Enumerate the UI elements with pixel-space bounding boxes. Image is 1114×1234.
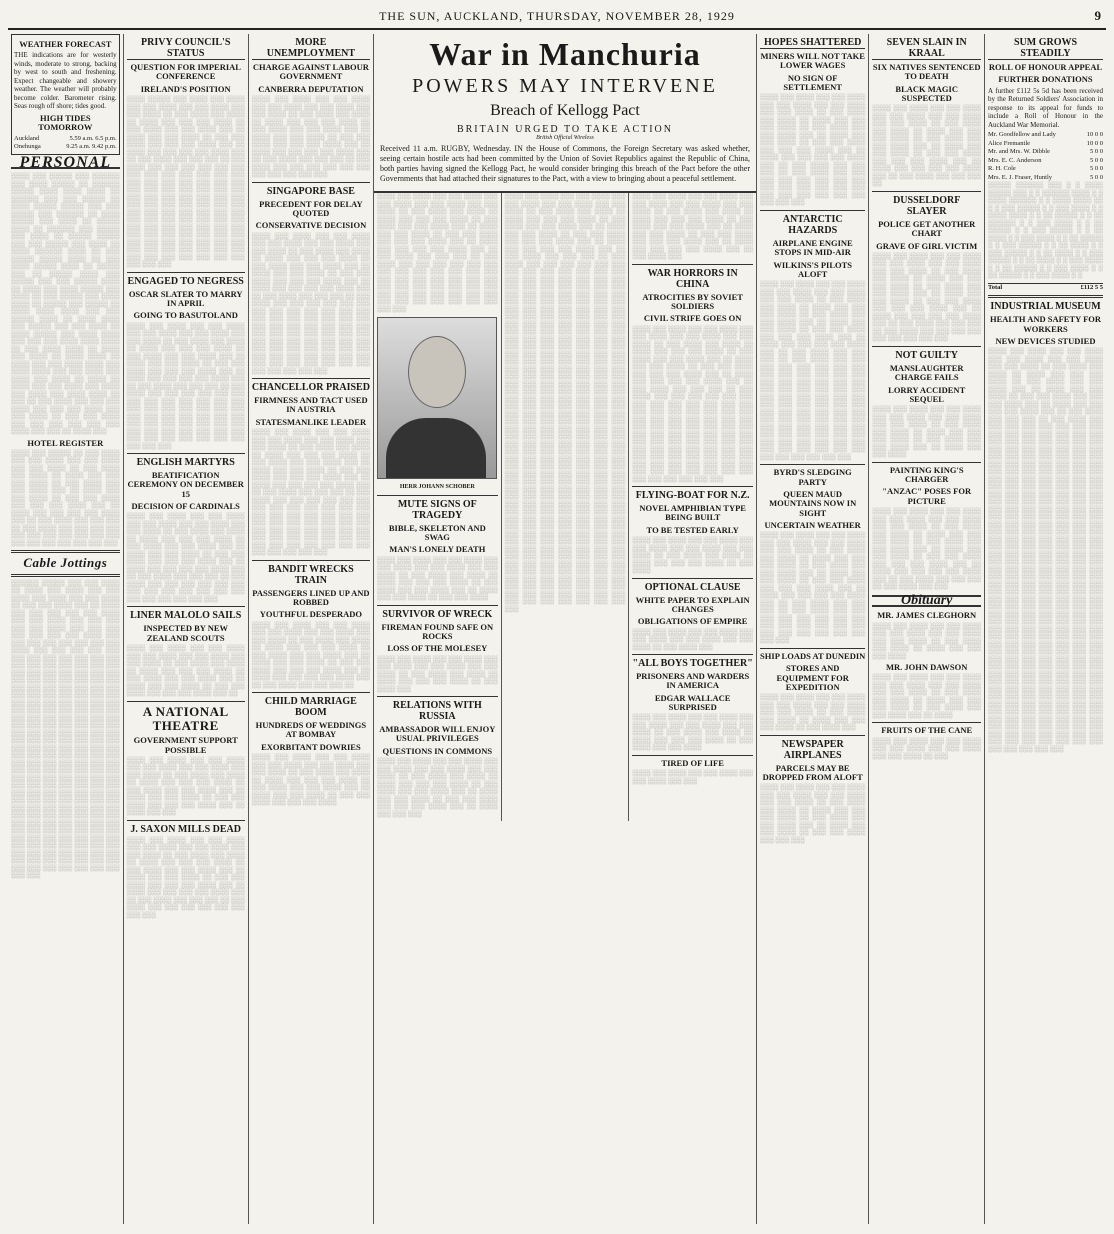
child-marriage-headline: CHILD MARRIAGE BOOM (264, 696, 357, 719)
dusseldorf-text: ░░░░ ░░░ ░░░░ ░░░ ░░░ ░░░░ ░░░ ░░░ ░░░░ ░░░ ░░░ ░░░░ ░░░ ░░░ ░░░░ ░░ ░░░ ░░░░ ░░░ ░░░░ ░░ ░░░░ ░░░ ░░░ ░░░ ░░░░ ░░ ░░░ ░░░░ ░░░ ░░░ ░░░░ ░░░ ░░ ░░░░ ░░░ ░░░ ░░░░ ░░ ░░░ ░░░ ░░░░ ░░░ ░░░ ░░░ ░░░░ ░░░ ░░ ░░░░ ░░░ ░░░ ░░░ ░░░ ░░░░ ░░░ ░░ ░░░ ░░░░ ░░░ ░░░ ░░░ ░░ ░░░ ░░░░ ░░░ ░░░ ░░░ ░░░ ░░░ ░░░ ░░░ ░░░ ░░░ (872, 252, 981, 343)
china-headline: WAR HORRORS IN CHINA (647, 267, 738, 290)
child-marriage-text: ░░░░ ░░░ ░░░░ ░░░ ░░░ ░░░░ ░░░ ░░░ ░░░░ ░░░ ░░░ ░░░░ ░░░ ░░░ ░░░░ ░░ ░░░ ░░░░ ░░░ ░░░░ ░░ ░░░░ ░░░ ░░░ ░░░ ░░░░ ░░ ░░░ ░░░░ ░░░ ░░░ ░░░░ ░░░ ░░ ░░░░ ░░░ ░░░ ░░░░ ░░ ░░░ ░░░ ░░░░ ░░░ ░░░ ░░░ ░░░░ (251, 754, 370, 807)
cleghorn-headline: MR. JAMES CLEGHORN (877, 610, 977, 621)
tired-of-life-headline: TIRED OF LIFE (661, 757, 724, 768)
kraal-deck: BLACK MAGIC SUSPECTED (895, 83, 958, 104)
byrd-text: ░░░░ ░░░ ░░░░ ░░░ ░░░ ░░░░ ░░░ ░░░ ░░░░ ░░░ ░░░ ░░░░ ░░░ ░░░ ░░░░ ░░ ░░░ ░░░░ ░░░ ░░░░ ░░ ░░░░ ░░░ ░░░ ░░░ ░░░░ ░░ ░░░ ░░░░ ░░░ ░░░ ░░░░ ░░░ ░░ ░░░░ ░░░ ░░░ ░░░░ ░░ ░░░ ░░░ ░░░░ ░░░ ░░░ ░░░ ░░░░ ░░░ ░░ ░░░░ ░░░ ░░░ ░░░ ░░░ ░░░░ ░░░ ░░ ░░░ ░░░░ ░░░ ░░░ ░░░ ░░ ░░░ ░░░░ ░░░ ░░░ ░░░ ░░░ ░░░ ░░░ ░░░ ░░░ ░░░ ░░░ ░░░ ░░░ ░░░ ░░░ ░░░ ░░░ ░░░ ░░░ ░░░ ░░░ ░░░ ░░░ (759, 532, 866, 645)
donations-intro: A further £112 5s 5d has been received by the Returned Soldiers' Association in response to its appeal for funds to include a Roll of Honour in the Auckland War Memorial. (988, 86, 1103, 129)
industrial-museum-text: ░░░░ ░░░ ░░░░ ░░░ ░░░ ░░░░ ░░░ ░░░ ░░░░ ░░░ ░░░ ░░░░ ░░░ ░░░ ░░░░ ░░ ░░░ ░░░░ ░░░ ░░░░ ░░ ░░░░ ░░░ ░░░ ░░░ ░░░░ ░░ ░░░ ░░░░ ░░░ ░░░ ░░░░ ░░░ ░░ ░░░░ ░░░ ░░░ ░░░░ ░░ ░░░ ░░░ ░░░░ ░░░ ░░░ ░░░ ░░░░ ░░░ ░░ ░░░░ ░░░ ░░░ ░░░ ░░░ ░░░░ ░░░ ░░ ░░░ ░░░░ ░░░ ░░░ ░░░ ░░ ░░░ ░░░░ ░░░ ░░░ ░░░ ░░░ ░░░ ░░░ ░░░ ░░░ ░░░ ░░░ ░░░ ░░░ ░░░ ░░░ ░░░ ░░░ ░░░ ░░░ ░░░ ░░░ ░░░ ░░░ ░░░ ░░░ ░░░ ░░░ ░░░ ░░░ ░░░ ░░░ ░░░ ░░░ ░░░ ░░░ ░░░ ░░░ ░░░ ░░░ ░░░ ░░░ ░░░ ░░░ ░░░ ░░░ ░░░ ░░░ ░░░ ░░░ ░░░ ░░░ ░░░ ░░░ ░░░ ░░░ ░░░ ░░░ ░░░ ░░░ ░░░ ░░░ ░░░ ░░░ ░░░ ░░░ ░░░ ░░░ ░░░ ░░░ ░░░ ░░░ ░░░ ░░░ ░░░ ░░░ ░░░ ░░░ ░░░ ░░░ ░░░ ░░░ ░░░ ░░░ ░░░ ░░░ ░░░ ░░░ ░░░ ░░░ ░░░ ░░░ ░░░ ░░░ ░░░ ░░░ ░░░ ░░░ ░░░ ░░░ ░░░ ░░░ ░░░ ░░░ ░░░ ░░░ ░░░ ░░░ ░░░ ░░░ ░░░ ░░░ ░░░ ░░░ ░░░ ░░░ ░░░ ░░░ ░░░ ░░░ ░░░ ░░░ ░░░ ░░░ ░░░ ░░░ ░░░ ░░░ ░░░ ░░░ ░░░ ░░░ ░░░ ░░░ ░░░ ░░░ ░░░ ░░░ ░░░ ░░░ ░░░ ░░░ ░░░ ░░░ ░░░ ░░░ ░░░ ░░░ ░░░ ░░░ ░░░ ░░░ ░░░ ░░░ ░░░ ░░░ ░░░ ░░░ ░░░ ░░░ ░░░ ░░░ ░░░ ░░░ ░░░ ░░░ ░░░ ░░░ ░░░ ░░░ ░░░ ░░░ ░░░ ░░░ ░░░ ░░░ ░░░ ░░░ ░░░ ░░░ ░░░ ░░░ ░░░ ░░░ ░░░ ░░░ ░░░ ░░░ ░░░ ░░░ ░░░ ░░░ ░░░ ░░░ ░░░ ░░░ ░░░ ░░░ ░░░ ░░░ ░░░ ░░░ ░░░ ░░░ ░░░ ░░░ ░░░ ░░░ ░░░ ░░░ ░░░ ░░░ ░░░ ░░░ ░░░ ░░░ ░░░ ░░░ ░░░ ░░░ ░░░ ░░░ ░░░ ░░░ ░░░ ░░░ ░░░ ░░░ ░░░ ░░░ ░░░ ░░░ ░░░ ░░░ ░░░ ░░░ ░░░ ░░░ ░░░ ░░░ ░░░ ░░░ ░░░ ░░░ ░░░ ░░░ ░░░ ░░░ ░░░ ░░░ ░░░ ░░░ ░░░ ░░░ ░░░ ░░░ ░░░ ░░░ ░░░ ░░░ ░░░ ░░░ ░░░ ░░░ ░░░ ░░░ ░░░ ░░░ ░░░ ░░░ ░░░ ░░░ ░░░ ░░░ ░░░ ░░░ ░░░ ░░░ ░░░ ░░░ ░░░ ░░░ ░░░ ░░░ ░░░ ░░░ ░░░ ░░░ ░░░ ░░░ ░░░ ░░░ ░░░ ░░░ ░░░ ░░░ ░░░ ░░░ ░░░ ░░░ ░░░ ░░░ ░░░ ░░░ ░░░ ░░░ ░░░ ░░░ ░░░ (988, 348, 1103, 753)
optional-clause-deck: OBLIGATIONS OF EMPIRE (637, 616, 748, 627)
antarctic-headline: ANTARCTIC HAZARDS (782, 213, 843, 236)
china-subhead: ATROCITIES BY SOVIET SOLDIERS (642, 291, 743, 311)
singapore-headline: SINGAPORE BASE (266, 185, 355, 197)
singapore-deck: CONSERVATIVE DECISION (255, 220, 367, 231)
dawson-text: ░░░░ ░░░ ░░░░ ░░░ ░░░ ░░░░ ░░░ ░░░ ░░░░ ░░░ ░░░ ░░░░ ░░░ ░░░ ░░░░ ░░ ░░░ ░░░░ ░░░ ░░░░ ░░ ░░░░ ░░░ ░░░ ░░░ ░░░░ ░░ ░░░ ░░░░ ░░░ ░░░ ░░░░ ░░░ ░░ ░░░░ (872, 674, 981, 719)
industrial-museum-deck: NEW DEVICES STUDIED (995, 335, 1096, 346)
optional-clause-text: ░░░░ ░░░ ░░░░ ░░░ ░░░ ░░░░ ░░░ ░░░ ░░░░ ░░░ ░░░ ░░░░ ░░░ ░░░ ░░░░ ░░ ░░░ ░░░░ ░░░ (632, 628, 753, 651)
main-sub-col-3 (629, 193, 756, 821)
flying-boat-deck: TO BE TESTED EARLY (646, 524, 739, 535)
main-deck: Breach of Kellogg Pact (490, 102, 640, 119)
martyrs-text: ░░░░ ░░░ ░░░░ ░░░ ░░░ ░░░░ ░░░ ░░░ ░░░░ ░░░ ░░░ ░░░░ ░░░ ░░░ ░░░░ ░░ ░░░ ░░░░ ░░░ ░░░░ ░░ ░░░░ ░░░ ░░░ ░░░ ░░░░ ░░ ░░░ ░░░░ ░░░ ░░░ ░░░░ ░░░ ░░ ░░░░ ░░░ ░░░ ░░░░ ░░ ░░░ ░░░ ░░░░ ░░░ ░░░ ░░░ ░░░░ ░░░ ░░ ░░░░ ░░░ ░░░ ░░░ ░░░ ░░░░ ░░░ ░░ ░░░ ░░░░ ░░░ ░░░ ░░░ ░░ ░░░ ░░░░ ░░░ ░░░ ░░░ ░░░ ░░░ ░░░ ░░░ ░░░ ░░░ ░░░ ░░░ ░░░ ░░░ ░░░ ░░░ ░░░ ░░░ ░░░ ░░░ (126, 513, 245, 603)
column-8 (869, 34, 985, 1224)
singapore-subhead: PRECEDENT FOR DELAY QUOTED (259, 198, 363, 218)
donation-row: Alice Fremantle 10 0 0 (988, 139, 1103, 147)
boys-together-text: ░░░░ ░░░ ░░░░ ░░░ ░░░ ░░░░ ░░░ ░░░ ░░░░ ░░░ ░░░ ░░░░ ░░░ ░░░ ░░░░ ░░ ░░░ ░░░░ ░░░ ░░░░ ░░ ░░░░ ░░░ ░░░ ░░░ ░░░░ ░░ ░░░ ░░░░ ░░░ ░░░ ░░░░ (632, 714, 753, 752)
not-guilty-text: ░░░░ ░░░ ░░░░ ░░░ ░░░ ░░░░ ░░░ ░░░ ░░░░ ░░░ ░░░ ░░░░ ░░░ ░░░ ░░░░ ░░ ░░░ ░░░░ ░░░ ░░░░ ░░ ░░░░ ░░░ ░░░ ░░░ ░░░░ ░░ ░░░ ░░░░ ░░░ ░░░ ░░░░ ░░░ ░░ ░░░░ ░░░ ░░░ ░░░░ (872, 406, 981, 459)
bandit-text: ░░░░ ░░░ ░░░░ ░░░ ░░░ ░░░░ ░░░ ░░░ ░░░░ ░░░ ░░░ ░░░░ ░░░ ░░░ ░░░░ ░░ ░░░ ░░░░ ░░░ ░░░░ ░░ ░░░░ ░░░ ░░░ ░░░ ░░░░ ░░ ░░░ ░░░░ ░░░ ░░░ ░░░░ ░░░ ░░ ░░░░ ░░░ ░░░ ░░░░ ░░ ░░░ ░░░ ░░░░ ░░░ ░░░ ░░░ ░░░░ ░░░ ░░ ░░░░ ░░░ ░░░ ░░░ ░░░ ░░░░ ░░░ ░░ ░░░ ░░░░ ░░░ ░░░ ░░░ ░░ (251, 621, 370, 689)
child-marriage-subhead: HUNDREDS OF WEDDINGS AT BOMBAY (255, 720, 367, 740)
survivor-deck: LOSS OF THE MOLESEY (387, 643, 488, 654)
roll-of-honour-subhead: ROLL OF HONOUR APPEAL (988, 62, 1103, 72)
column-7 (757, 34, 869, 1224)
survivor-text: ░░░░ ░░░ ░░░░ ░░░ ░░░ ░░░░ ░░░ ░░░ ░░░░ ░░░ ░░░ ░░░░ ░░░ ░░░ ░░░░ ░░ ░░░ ░░░░ ░░░ ░░░░ ░░ ░░░░ ░░░ ░░░ ░░░ ░░░░ ░░ ░░░ ░░░░ ░░░ (376, 655, 498, 693)
antarctic-deck: WILKINS'S PILOTS ALOFT (773, 259, 853, 279)
kraal-subhead: SIX NATIVES SENTENCED TO DEATH (872, 62, 981, 82)
hopes-text: ░░░░ ░░░ ░░░░ ░░░ ░░░ ░░░░ ░░░ ░░░ ░░░░ ░░░ ░░░ ░░░░ ░░░ ░░░ ░░░░ ░░ ░░░ ░░░░ ░░░ ░░░░ ░░ ░░░░ ░░░ ░░░ ░░░ ░░░░ ░░ ░░░ ░░░░ ░░░ ░░░ ░░░░ ░░░ ░░ ░░░░ ░░░ ░░░ ░░░░ ░░ ░░░ ░░░ ░░░░ ░░░ ░░░ ░░░ ░░░░ ░░░ ░░ ░░░░ ░░░ ░░░ ░░░ ░░░ ░░░░ ░░░ ░░ ░░░ ░░░░ ░░░ ░░░ ░░░ ░░ ░░░ ░░░░ ░░░ ░░░ ░░░ ░░░ ░░░ ░░░ ░░░ ░░░ ░░░ ░░░ ░░░ ░░░ ░░░ ░░░ ░░░ ░░░ ░░░ ░░░ ░░░ ░░░ ░░░ ░░░ ░░░ (759, 94, 866, 207)
masthead-title: THE SUN, AUCKLAND, THURSDAY, NOVEMBER 28, 1929 (379, 8, 735, 23)
donation-row: R. H. Cole 5 0 0 (988, 165, 1103, 173)
not-guilty-headline: NOT GUILTY (895, 349, 958, 361)
newspaper-airplanes-text: ░░░░ ░░░ ░░░░ ░░░ ░░░ ░░░░ ░░░ ░░░ ░░░░ ░░░ ░░░ ░░░░ ░░░ ░░░ ░░░░ ░░ ░░░ ░░░░ ░░░ ░░░░ ░░ ░░░░ ░░░ ░░░ ░░░ ░░░░ ░░ ░░░ ░░░░ ░░░ ░░░ ░░░░ ░░░ ░░ ░░░░ ░░░ ░░░ ░░░░ ░░ ░░░ ░░░ ░░░░ ░░░ ░░░ ░░░ (759, 784, 866, 844)
tired-of-life-text: ░░░░ ░░░ ░░░░ ░░░ ░░░ ░░░░ ░░░ ░░░ ░░░░ ░░░ ░░░ (632, 770, 753, 785)
survivor-subhead: FIREMAN FOUND SAFE ON ROCKS (381, 621, 494, 641)
kings-charger-subhead: "ANZAC" POSES FOR PICTURE (882, 486, 972, 506)
russia-subhead: AMBASSADOR WILL ENJOY USUAL PRIVILEGES (379, 724, 496, 744)
engaged-text: ░░░░ ░░░ ░░░░ ░░░ ░░░ ░░░░ ░░░ ░░░ ░░░░ ░░░ ░░░ ░░░░ ░░░ ░░░ ░░░░ ░░ ░░░ ░░░░ ░░░ ░░░░ ░░ ░░░░ ░░░ ░░░ ░░░ ░░░░ ░░ ░░░ ░░░░ ░░░ ░░░ ░░░░ ░░░ ░░ ░░░░ ░░░ ░░░ ░░░░ ░░ ░░░ ░░░ ░░░░ ░░░ ░░░ ░░░ ░░░░ ░░░ ░░ ░░░░ ░░░ ░░░ ░░░ ░░░ ░░░░ ░░░ ░░ ░░░ ░░░░ ░░░ ░░░ ░░░ ░░ ░░░ ░░░░ ░░░ ░░░ ░░░ ░░░ ░░░ ░░░ ░░░ ░░░ ░░░ ░░░ ░░░ ░░░ ░░░ ░░░ ░░░ ░░░ ░░░ ░░░ ░░░ ░░░ ░░░ ░░░ ░░░ ░░░ ░░░ ░░░ ░░░ ░░░ ░░░ ░░░ ░░░ ░░░ ░░░ ░░░ ░░░ ░░░ ░░░ ░░░ ░░░ ░░░ ░░░ ░░░ ░░░ ░░░ ░░░ ░░░ ░░░ ░░░ ░░░ ░░░ ░░░ (126, 322, 245, 450)
not-guilty-subhead: MANSLAUGHTER CHARGE FAILS (889, 362, 964, 383)
cable-jottings-text: ░░░░░░ ░░░░░ ░░░ ░░░ ░░░░ ░░ ░░░░ ░░░ ░░░░ ░░░ ░░░ ░░░░ ░░░ ░░░░ ░░░ ░░░ ░░░░ ░░ ░░░ ░░░ ░░░░ ░░░ ░░ ░░░░ ░░░ ░░░ ░░░ ░░░ ░░░ ░░░░ ░░░ ░░░ ░░░░ ░░░ ░░░ ░░░ ░░░ ░░░ ░░░░ ░░░ ░░░ ░░░ ░░░ ░░░ ░░░ ░░░ ░░░░ ░░░ ░░░ ░░░ ░░░ ░░░ ░░░ ░░░ ░░░ ░░░░ ░░░ ░░░ ░░░ ░░░ ░░░ ░░░ ░░░ ░░░ ░░░ ░░░ ░░░ ░░░ ░░░ ░░░ ░░░ ░░░ ░░░ ░░░ ░░░ ░░░ ░░░ ░░░ ░░░ ░░░ ░░░ ░░░ ░░░ ░░░ ░░░ ░░░ ░░░ ░░░ ░░░ ░░░ ░░░ ░░░ ░░░ ░░░ ░░░ ░░░ ░░░ ░░░ ░░░ ░░░ ░░░ ░░░ ░░░ ░░░ ░░░ ░░░ ░░░ ░░░ ░░░ ░░░ ░░░ ░░░ ░░░ ░░░ ░░░ ░░░ ░░░ ░░░ ░░░ ░░░ ░░░ ░░░ ░░░ ░░░ ░░░ ░░░ ░░░ ░░░ ░░░ ░░░ ░░░ ░░░ ░░░ ░░░ ░░░ ░░░ ░░░ ░░░ ░░░ ░░░ ░░░ ░░░ ░░░ ░░░ ░░░ ░░░ ░░░ ░░░ ░░░ ░░░ ░░░ ░░░ ░░░ ░░░ ░░░ ░░░ ░░░ ░░░ ░░░ ░░░ ░░░ ░░░ ░░░ ░░░ ░░░ ░░░ ░░░ ░░░ ░░░ ░░░ ░░░ ░░░ ░░░ ░░░ ░░░ ░░░ ░░░ ░░░ ░░░ ░░░ ░░░ ░░░ ░░░ ░░░ ░░░ ░░░ ░░░ ░░░ ░░░ ░░░ ░░░ ░░░ ░░░ ░░░ ░░░ ░░░ ░░░ ░░░ ░░░ ░░░ ░░░ ░░░ ░░░ ░░░ ░░░ ░░░ ░░░ ░░░ ░░░ ░░░ ░░░ ░░░ ░░░ ░░░ ░░░ ░░░ ░░░ ░░░ ░░░ ░░░ ░░░ ░░░ ░░░ ░░░ ░░░ ░░░ ░░░ ░░░ ░░░ ░░░ ░░░ ░░░ ░░░ ░░░ ░░░ ░░░ ░░░ ░░░ ░░░ ░░░ ░░░ ░░░ ░░░ ░░░ ░░░ ░░░ ░░░ ░░░ ░░░ ░░░ ░░░ ░░░ ░░░ ░░░ ░░░ ░░░ ░░░ ░░░ ░░░ ░░░ ░░░ ░░░ ░░░ ░░░ ░░░ ░░░ (11, 579, 120, 880)
donation-row: Mr. Goodfellow and Lady 10 0 0 (988, 131, 1103, 139)
hopes-subhead: MINERS WILL NOT TAKE LOWER WAGES (760, 51, 865, 71)
industrial-museum-headline: INDUSTRIAL MUSEUM (990, 301, 1101, 313)
schober-portrait (377, 317, 497, 479)
optional-clause-subhead: WHITE PAPER TO EXPLAIN CHANGES (635, 594, 750, 614)
tragedy-deck: MAN'S LONELY DEATH (389, 544, 486, 555)
unemployment-text: ░░░░ ░░░ ░░░░ ░░░ ░░░ ░░░░ ░░░ ░░░ ░░░░ ░░░ ░░░ ░░░░ ░░░ ░░░ ░░░░ ░░ ░░░ ░░░░ ░░░ ░░░░ ░░ ░░░░ ░░░ ░░░ ░░░ ░░░░ ░░ ░░░ ░░░░ ░░░ ░░░ ░░░░ ░░░ ░░ ░░░░ ░░░ ░░░ ░░░░ ░░ ░░░ ░░░ ░░░░ ░░░ ░░░ ░░░ ░░░░ ░░░ ░░ ░░░░ ░░░ ░░░ ░░░ ░░░ ░░░░ ░░░ ░░ ░░░ ░░░░ ░░░ ░░░ ░░░ ░░ ░░░ ░░░░ ░░░ ░░░ ░░░ ░░░ ░░░ ░░░ ░░░ ░░░ ░░░ ░░░ ░░░ (251, 96, 370, 179)
bandit-deck: YOUTHFUL DESPERADO (259, 609, 363, 620)
weather-box (11, 34, 120, 155)
byrd-subhead: QUEEN MAUD MOUNTAINS NOW IN SIGHT (769, 488, 857, 518)
column-9 (985, 34, 1106, 1224)
dusseldorf-subhead: POLICE GET ANOTHER CHART (878, 218, 976, 239)
kraal-text: ░░░░ ░░░ ░░░░ ░░░ ░░░ ░░░░ ░░░ ░░░ ░░░░ ░░░ ░░░ ░░░░ ░░░ ░░░ ░░░░ ░░ ░░░ ░░░░ ░░░ ░░░░ ░░ ░░░░ ░░░ ░░░ ░░░ ░░░░ ░░ ░░░ ░░░░ ░░░ ░░░ ░░░░ ░░░ ░░ ░░░░ ░░░ ░░░ ░░░░ ░░ ░░░ ░░░ ░░░░ ░░░ ░░░ ░░░ ░░░░ ░░░ ░░ ░░░░ ░░░ ░░░ ░░░ ░░░ ░░░░ ░░░ ░░ ░░░ ░░░░ ░░░ ░░░ ░░░ ░░ (872, 105, 981, 188)
theatre-subhead: GOVERNMENT SUPPORT POSSIBLE (133, 735, 238, 755)
kings-charger-headline: PAINTING KING'S CHARGER (889, 464, 964, 485)
column-2 (124, 34, 249, 1224)
optional-clause-headline: OPTIONAL CLAUSE (644, 581, 741, 593)
main-banner (374, 34, 756, 193)
weather-text: THE indications are for westerly winds, moderate to strong, backing by west to south and freshening. Expect changeable and showery weather. The weather will probably become colder. Barometer rising. Seas rough off shore; tides good. (14, 51, 117, 111)
donation-total-row: Total £112 5 5 (988, 283, 1103, 291)
main-wire-credit: British Official Wireless (536, 135, 594, 141)
dusseldorf-deck: GRAVE OF GIRL VICTIM (876, 240, 978, 251)
privy-council-headline: PRIVY COUNCIL'S STATUS (127, 37, 245, 60)
kings-charger-text: ░░░░ ░░░ ░░░░ ░░░ ░░░ ░░░░ ░░░ ░░░ ░░░░ ░░░ ░░░ ░░░░ ░░░ ░░░ ░░░░ ░░ ░░░ ░░░░ ░░░ ░░░░ ░░ ░░░░ ░░░ ░░░ ░░░ ░░░░ ░░ ░░░ ░░░░ ░░░ ░░░ ░░░░ ░░░ ░░ ░░░░ ░░░ ░░░ ░░░░ ░░ ░░░ ░░░ ░░░░ ░░░ ░░░ ░░░ ░░░░ ░░░ ░░ ░░░░ ░░░ ░░░ ░░░ ░░░ ░░░░ ░░░ ░░ ░░░ ░░░░ ░░░ ░░░ ░░░ ░░ ░░░ ░░░░ ░░░ ░░░ (872, 508, 981, 591)
chancellor-headline: CHANCELLOR PRAISED (251, 382, 370, 394)
engaged-headline: ENGAGED TO NEGRESS (127, 275, 244, 287)
boys-together-headline: "ALL BOYS TOGETHER" (632, 658, 753, 670)
russia-deck: QUESTIONS IN COMMONS (382, 745, 493, 756)
malolo-headline: LINER MALOLO SAILS (130, 610, 242, 622)
flying-boat-text: ░░░░ ░░░ ░░░░ ░░░ ░░░ ░░░░ ░░░ ░░░ ░░░░ ░░░ ░░░ ░░░░ ░░░ ░░░ ░░░░ ░░ ░░░ ░░░░ ░░░ ░░░░ ░░ ░░░░ ░░░ ░░░ ░░░ ░░░░ ░░ ░░░ ░░░░ (632, 537, 753, 575)
dunedin-headline: SHIP LOADS AT DUNEDIN (760, 650, 866, 661)
obituary-heading: Obituary (872, 595, 981, 608)
sum-grows-headline: SUM GROWS STEADILY (988, 37, 1103, 60)
weather-title: WEATHER FORECAST (19, 39, 112, 49)
engaged-deck: GOING TO BASUTOLAND (133, 310, 238, 321)
hotel-text: ░░░░ ░░░ ░░░░░ ░░ ░░░ ░░░░ ░░░ ░░░ ░░░░ ░░░ ░░░ ░░░░ ░░░ ░░░ ░░░░ ░░ ░░░ ░░░░ ░░░ ░░░░ ░░ ░░░░ ░░░ ░░░ ░░░ ░░░░ ░░ ░░░ ░░░░ ░░░ ░░░ ░░░░ ░░░ ░░ ░░░░ ░░░ ░░░ ░░░░ ░░ ░░░ ░░░ ░░░░ ░░░ ░░░ ░░░ ░░░░ ░░░ ░░ ░░░░ ░░░ ░░░ ░░░ ░░░ ░░░░ ░░░ ░░ ░░░ ░░░░ ░░░ ░░░ ░░░ ░░ ░░░ ░░░░ ░░░ ░░░ ░░░ ░░░ ░░░ ░░░ ░░░ ░░░ ░░░ ░░░ ░░░ ░░░ ░░░ ░░░ ░░░ ░░░ ░░░ ░░░ (11, 449, 120, 547)
privy-council-subhead: QUESTION FOR IMPERIAL CONFERENCE (130, 62, 241, 82)
malolo-text: ░░░░ ░░░ ░░░░ ░░░ ░░░ ░░░░ ░░░ ░░░ ░░░░ ░░░ ░░░ ░░░░ ░░░ ░░░ ░░░░ ░░ ░░░ ░░░░ ░░░ ░░░░ ░░ ░░░░ ░░░ ░░░ ░░░ ░░░░ ░░ ░░░ ░░░░ ░░░ ░░░ ░░░░ ░░░ ░░ ░░░░ ░░░ ░░░ ░░░░ ░░ ░░░ ░░░ ░░░░ ░░░ ░░░ ░░░ ░░░░ ░░░ ░░ (126, 645, 245, 698)
main-sub-col-2 (502, 193, 630, 821)
malolo-subhead: INSPECTED BY NEW ZEALAND SCOUTS (143, 623, 229, 643)
main-text-2: ░░░░ ░░░ ░░░░ ░░░ ░░░ ░░░░ ░░░ ░░░ ░░░░ ░░░ ░░░ ░░░░ ░░░ ░░░ ░░░░ ░░ ░░░ ░░░░ ░░░ ░░░░ ░░ ░░░░ ░░░ ░░░ ░░░ ░░░░ ░░ ░░░ ░░░░ ░░░ ░░░ ░░░░ ░░░ ░░ ░░░░ ░░░ ░░░ ░░░░ ░░ ░░░ ░░░ ░░░░ ░░░ ░░░ ░░░ ░░░░ ░░░ ░░ ░░░░ ░░░ ░░░ ░░░ ░░░ ░░░░ ░░░ ░░ ░░░ ░░░░ ░░░ ░░░ ░░░ ░░ ░░░ ░░░░ ░░░ ░░░ ░░░ ░░░ ░░░ ░░░ ░░░ ░░░ ░░░ ░░░ ░░░ ░░░ ░░░ ░░░ ░░░ ░░░ ░░░ ░░░ ░░░ ░░░ ░░░ ░░░ ░░░ ░░░ ░░░ ░░░ ░░░ ░░░ ░░░ ░░░ ░░░ ░░░ ░░░ ░░░ ░░░ ░░░ ░░░ ░░░ ░░░ ░░░ ░░░ ░░░ ░░░ ░░░ ░░░ ░░░ ░░░ ░░░ ░░░ ░░░ ░░░ ░░░ ░░░ ░░░ ░░░ ░░░ ░░░ ░░░ ░░░ ░░░ ░░░ ░░░ ░░░ ░░░ ░░░ ░░░ ░░░ ░░░ ░░░ ░░░ ░░░ ░░░ ░░░ ░░░ ░░░ ░░░ ░░░ ░░░ ░░░ ░░░ ░░░ ░░░ ░░░ ░░░ ░░░ ░░░ ░░░ ░░░ ░░░ ░░░ ░░░ ░░░ ░░░ ░░░ ░░░ ░░░ ░░░ ░░░ ░░░ ░░░ ░░░ ░░░ ░░░ ░░░ ░░░ ░░░ ░░░ ░░░ ░░░ ░░░ ░░░ ░░░ ░░░ ░░░ ░░░ ░░░ ░░░ ░░░ ░░░ ░░░ ░░░ ░░░ ░░░ ░░░ ░░░ ░░░ ░░░ ░░░ ░░░ ░░░ ░░░ ░░░ ░░░ ░░░ ░░░ ░░░ ░░░ ░░░ ░░░ ░░░ ░░░ ░░░ ░░░ ░░░ ░░░ ░░░ ░░░ ░░░ ░░░ ░░░ ░░░ ░░░ ░░░ ░░░ ░░░ ░░░ ░░░ ░░░ ░░░ ░░░ ░░░ ░░░ ░░░ ░░░ ░░░ ░░░ ░░░ ░░░ ░░░ ░░░ ░░░ ░░░ ░░░ ░░░ ░░░ ░░░ ░░░ ░░░ ░░░ ░░░ ░░░ ░░░ ░░░ ░░░ ░░░ ░░░ ░░░ ░░░ ░░░ ░░░ ░░░ ░░░ ░░░ ░░░ ░░░ ░░░ ░░░ ░░░ ░░░ ░░░ ░░░ ░░░ ░░░ ░░░ ░░░ ░░░ ░░░ ░░░ ░░░ ░░░ ░░░ ░░░ ░░░ ░░░ ░░░ ░░░ ░░░ ░░░ ░░░ ░░░ ░░░ ░░░ ░░░ ░░░ ░░░ ░░░ ░░░ ░░░ ░░░ ░░░ ░░░ ░░░ ░░░ ░░░ ░░░ ░░░ ░░░ ░░░ ░░░ ░░░ ░░░ ░░░ ░░░ ░░░ ░░░ ░░░ ░░░ ░░░ ░░░ ░░░ ░░░ ░░░ ░░░ ░░░ ░░░ ░░░ ░░░ ░░░ ░░░ ░░░ ░░░ ░░░ ░░░ ░░░ ░░░ ░░░ ░░░ ░░░ ░░░ ░░░ ░░░ ░░░ ░░░ ░░░ ░░░ ░░░ ░░░ ░░░ ░░░ ░░░ ░░░ ░░░ ░░░ ░░░ ░░░ ░░░ ░░░ ░░░ ░░░ ░░░ ░░░ ░░░ ░░░ ░░░ ░░░ ░░░ ░░░ ░░░ ░░░ ░░░ ░░░ ░░░ ░░░ ░░░ ░░░ ░░░ ░░░ ░░░ ░░░ ░░░ ░░░ ░░░ ░░░ ░░░ ░░░ ░░░ ░░░ ░░░ ░░░ ░░░ ░░░ ░░░ (504, 193, 626, 613)
column-1 (8, 34, 124, 1224)
not-guilty-deck: LORRY ACCIDENT SEQUEL (888, 384, 966, 404)
chancellor-deck: STATESMANLIKE LEADER (255, 416, 367, 427)
tide-row: Auckland 5.59 a.m. 6.5 p.m. (14, 134, 117, 142)
main-text-3: ░░░░ ░░░ ░░░░ ░░░ ░░░ ░░░░ ░░░ ░░░ ░░░░ ░░░ ░░░ ░░░░ ░░░ ░░░ ░░░░ ░░ ░░░ ░░░░ ░░░ ░░░░ ░░ ░░░░ ░░░ ░░░ ░░░ ░░░░ ░░ ░░░ ░░░░ ░░░ ░░░ ░░░░ ░░░ ░░ ░░░░ ░░░ ░░░ ░░░░ ░░ ░░░ ░░░ ░░░░ ░░░ ░░░ ░░░ ░░░░ ░░░ ░░ ░░░░ ░░░ ░░░ ░░░ ░░░ ░░░░ ░░░ ░░ ░░░ ░░░░ ░░░ (632, 193, 753, 260)
portrait-face (408, 336, 466, 408)
theatre-headline: A NATIONAL THEATRE (142, 703, 229, 733)
personal-text: ░░░░ ░░░ ░░░░░ ░░░ ░░░░░░ ░░░ ░░░░ ░░░░░ ░░ ░░░░░░ ░░░░░ ░░░░ ░░░░ ░░░░ ░░ ░░░░░░ ░░░ ░░░ ░░░░░ ░░ ░░░░ ░░░░░ ░░░░░ ░░░ ░░░ ░░░░░ ░░░ ░░░░░░ ░░ ░░░░ ░░░░░ ░░░ ░░░░ ░░ ░░░░░ ░░░░ ░░ ░░░░░░ ░░░ ░░░░░ ░░░ ░░░░ ░░ ░░░░░ ░░░░░ ░░░ ░░░ ░░░░░ ░░░ ░░░░ ░░ ░░░░ ░░░░░░ ░░░░ ░░ ░░░ ░░░░░ ░░░░░ ░░░░ ░░ ░░░ ░░░░ ░░░░░ ░░░░ ░░ ░░░░░ ░░░ ░░ ░░░░░ ░░░░ ░░░ ░░░░░ ░░░ ░░░ ░░░░░ ░░░░ ░░ ░░░░ ░░░ ░░░░ ░░░░░ ░░░ ░░░░ ░░ ░░░ ░░░░░ ░░░ ░░░░ ░░░░ ░░ ░░░░░ ░░░ ░░░░░ ░░ ░░░░ ░░░░ ░░░░ ░░░ ░░░ ░░░░░ ░░░░ ░░ ░░░░ ░░░░ ░░░ ░░░░░ ░░░ ░░░ ░░░░ ░░ ░░░░ ░░░░░ ░░░ ░░░░ ░░░░ ░░░ ░░░ ░░░ ░░░░ ░░░░ ░░░░ ░░ ░░░ ░░░░ ░░░░ ░░ ░░░░ ░░░ ░░░░ ░░ ░░░░ ░░░░ ░░ ░░░░ ░░░ ░░░ ░░░░ ░░░░ ░░░ ░░░░ ░░░░ ░░░ ░░░ ░░░░ ░░░ ░░░░ ░░░ ░░░░ ░░ ░░░░ ░░ ░░░░ ░░░ ░░░ ░░░░ ░░░ ░░░░ ░░░ ░░░░ ░░░ ░░░░ ░░░░ ░░ ░░░ ░░ ░░░ ░░░░ ░░░ ░░░ ░░░ ░░░░ ░░░ ░░░ ░░░ ░░░░ ░░░ ░░░ ░░░░ ░░ ░░░ ░░░ ░░░░ ░░░ ░░░ ░░░ ░░░ ░░░ ░░░ ░░░░ ░░░ ░░░ ░░ ░░░░ ░░░ (11, 173, 120, 436)
saxon-mills-headline: J. SAXON MILLS DEAD (130, 823, 241, 835)
martyrs-headline: ENGLISH MARTYRS (136, 457, 235, 469)
russia-text: ░░░░ ░░░ ░░░░ ░░░ ░░░ ░░░░ ░░░ ░░░ ░░░░ ░░░ ░░░ ░░░░ ░░░ ░░░ ░░░░ ░░ ░░░ ░░░░ ░░░ ░░░░ ░░ ░░░░ ░░░ ░░░ ░░░ ░░░░ ░░ ░░░ ░░░░ ░░░ ░░░ ░░░░ ░░░ ░░ ░░░░ ░░░ ░░░ ░░░░ ░░ ░░░ ░░░ ░░░░ ░░░ ░░░ ░░░ ░░░░ ░░░ ░░ ░░░░ ░░░ ░░░ ░░░ (376, 758, 498, 818)
tragedy-text: ░░░░ ░░░ ░░░░ ░░░ ░░░ ░░░░ ░░░ ░░░ ░░░░ ░░░ ░░░ ░░░░ ░░░ ░░░ ░░░░ ░░ ░░░ ░░░░ ░░░ ░░░░ ░░ ░░░░ ░░░ ░░░ ░░░ ░░░░ ░░ ░░░ ░░░░ ░░░ ░░░ ░░░░ ░░░ ░░ ░░░░ ░░░ ░░░ ░░░░ ░░ ░░░ ░░░ ░░░░ (376, 556, 498, 602)
privy-council-text: ░░░░ ░░░░░ ░░░ ░░░░ ░░░ ░░░░ ░░░ ░░░ ░░░░ ░░░ ░░░ ░░░░ ░░░ ░░░ ░░░░ ░░ ░░░ ░░░░ ░░░ ░░░░ ░░ ░░░░ ░░░ ░░░ ░░░ ░░░░ ░░ ░░░ ░░░░ ░░░ ░░░ ░░░░ ░░░ ░░ ░░░░ ░░░ ░░░ ░░░░ ░░ ░░░ ░░░ ░░░░ ░░░ ░░░ ░░░ ░░░░ ░░░ ░░ ░░░░ ░░░ ░░░ ░░░ ░░░ ░░░░ ░░░ ░░ ░░░ ░░░░ ░░░ ░░░ ░░░ ░░ ░░░ ░░░░ ░░░ ░░░ ░░░ ░░░ ░░░ ░░░ ░░░ ░░░ ░░░ ░░░ ░░░ ░░░ ░░░ ░░░ ░░░ ░░░ ░░░ ░░░ ░░░ ░░░ ░░░ ░░░ ░░░ ░░░ ░░░ ░░░ ░░░ ░░░ ░░░ ░░░ ░░░ ░░░ ░░░ ░░░ ░░░ ░░░ ░░░ ░░░ ░░░ ░░░ ░░░ ░░░ ░░░ ░░░ ░░░ ░░░ ░░░ ░░░ ░░░ ░░░ ░░░ ░░░ ░░░ ░░░ ░░░ ░░░ ░░░ ░░░ ░░░ ░░░ ░░░ ░░░ ░░░ ░░░ ░░░ ░░░ ░░░ ░░░ ░░░ ░░░ ░░░ ░░░ ░░░ ░░░ ░░░ ░░░ ░░░ ░░░ ░░░ ░░░ ░░░ ░░░ ░░░ ░░░ ░░░ ░░░ ░░░ ░░░ ░░░ ░░░ ░░░ ░░░ ░░░ (126, 96, 245, 269)
boys-together-deck: EDGAR WALLACE SURPRISED (654, 692, 731, 713)
tide-row: Onehunga 9.25 a.m. 9.42 p.m. (14, 143, 117, 151)
unemployment-subhead: CHARGE AGAINST LABOUR GOVERNMENT (252, 62, 369, 82)
unemployment-headline: MORE UNEMPLOYMENT (252, 37, 370, 60)
antarctic-subhead: AIRPLANE ENGINE STOPS IN MID-AIR (772, 237, 853, 258)
tragedy-subhead: BIBLE, SKELETON AND SWAG (388, 522, 486, 542)
portrait-coat (386, 418, 486, 478)
main-kicker: BRITAIN URGED TO TAKE ACTION (456, 124, 674, 135)
byrd-deck: UNCERTAIN WEATHER (764, 519, 861, 530)
china-text: ░░░░ ░░░ ░░░░ ░░░ ░░░ ░░░░ ░░░ ░░░ ░░░░ ░░░ ░░░ ░░░░ ░░░ ░░░ ░░░░ ░░ ░░░ ░░░░ ░░░ ░░░░ ░░ ░░░░ ░░░ ░░░ ░░░ ░░░░ ░░ ░░░ ░░░░ ░░░ ░░░ ░░░░ ░░░ ░░ ░░░░ ░░░ ░░░ ░░░░ ░░ ░░░ ░░░ ░░░░ ░░░ ░░░ ░░░ ░░░░ ░░░ ░░ ░░░░ ░░░ ░░░ ░░░ ░░░ ░░░░ ░░░ ░░ ░░░ ░░░░ ░░░ ░░░ ░░░ ░░ ░░░ ░░░░ ░░░ ░░░ ░░░ ░░░ ░░░ ░░░ ░░░ ░░░ ░░░ ░░░ ░░░ ░░░ ░░░ ░░░ ░░░ ░░░ ░░░ ░░░ ░░░ ░░░ ░░░ ░░░ ░░░ ░░░ ░░░ ░░░ ░░░ ░░░ ░░░ ░░░ ░░░ ░░░ ░░░ ░░░ ░░░ ░░░ ░░░ ░░░ ░░░ ░░░ ░░░ ░░░ ░░░ ░░░ ░░░ ░░░ ░░░ ░░░ ░░░ ░░░ ░░░ ░░░ ░░░ ░░░ ░░░ ░░░ ░░░ ░░░ ░░░ ░░░ ░░░ ░░░ ░░░ ░░░ ░░░ ░░░ ░░░ ░░░ ░░░ ░░░ ░░░ ░░░ ░░░ ░░░ ░░░ ░░░ ░░░ ░░░ ░░░ ░░░ ░░░ ░░░ (632, 325, 753, 483)
dunedin-subhead: STORES AND EQUIPMENT FOR EXPEDITION (776, 663, 849, 692)
hopes-deck: NO SIGN OF SETTLEMENT (783, 72, 842, 93)
cable-jottings-heading: Cable Jottings (23, 555, 108, 571)
donation-row: Mrs. E. J. Fraser, Huntly 5 0 0 (988, 173, 1103, 181)
survivor-headline: SURVIVOR OF WRECK (382, 608, 493, 620)
antarctic-text: ░░░░ ░░░ ░░░░ ░░░ ░░░ ░░░░ ░░░ ░░░ ░░░░ ░░░ ░░░ ░░░░ ░░░ ░░░ ░░░░ ░░ ░░░ ░░░░ ░░░ ░░░░ ░░ ░░░░ ░░░ ░░░ ░░░ ░░░░ ░░ ░░░ ░░░░ ░░░ ░░░ ░░░░ ░░░ ░░ ░░░░ ░░░ ░░░ ░░░░ ░░ ░░░ ░░░ ░░░░ ░░░ ░░░ ░░░ ░░░░ ░░░ ░░ ░░░░ ░░░ ░░░ ░░░ ░░░ ░░░░ ░░░ ░░ ░░░ ░░░░ ░░░ ░░░ ░░░ ░░ ░░░ ░░░░ ░░░ ░░░ ░░░ ░░░ ░░░ ░░░ ░░░ ░░░ ░░░ ░░░ ░░░ ░░░ ░░░ ░░░ ░░░ ░░░ ░░░ ░░░ ░░░ ░░░ ░░░ ░░░ ░░░ ░░░ ░░░ ░░░ ░░░ ░░░ ░░░ ░░░ ░░░ ░░░ ░░░ ░░░ ░░░ ░░░ ░░░ ░░░ ░░░ ░░░ ░░░ ░░░ ░░░ ░░░ ░░░ ░░░ ░░░ ░░░ ░░░ ░░░ ░░░ ░░░ ░░░ ░░░ ░░░ ░░░ ░░░ ░░░ ░░░ ░░░ ░░░ ░░░ ░░░ ░░░ ░░░ ░░░ ░░░ ░░░ ░░░ ░░░ ░░░ ░░░ ░░░ ░░░ ░░░ ░░░ ░░░ ░░░ ░░░ ░░░ (759, 281, 866, 461)
portrait-caption: HERR JOHANN SCHOBER (399, 484, 475, 490)
cane-headline: FRUITS OF THE CANE (881, 725, 973, 736)
privy-council-deck: IRELAND'S POSITION (140, 83, 231, 94)
flying-boat-headline: FLYING-BOAT FOR N.Z. (635, 490, 750, 502)
main-lead-paragraph: Received 11 a.m. RUGBY, Wednesday. IN the House of Commons, the Foreign Secretary was asked whether, seeing certain hostile acts had been committed by the Union of Soviet Republics against the Republic of China, both parties having signed the Kellogg Pact, he would consider bringing this breach of the Pact before the other Governments that had attached their signatures to the Pact, with a view to bringing about a peaceful settlement. (379, 144, 750, 183)
bandit-headline: BANDIT WRECKS TRAIN (268, 563, 354, 586)
personal-heading: PERSONAL (11, 159, 120, 170)
column-3 (249, 34, 374, 1224)
donations-deck: FURTHER DONATIONS (998, 74, 1093, 85)
engaged-subhead: OSCAR SLATER TO MARRY IN APRIL (128, 288, 243, 308)
flying-boat-subhead: NOVEL AMPHIBIAN TYPE BEING BUILT (639, 503, 746, 523)
chancellor-text: ░░░░ ░░░ ░░░░ ░░░ ░░░ ░░░░ ░░░ ░░░ ░░░░ ░░░ ░░░ ░░░░ ░░░ ░░░ ░░░░ ░░ ░░░ ░░░░ ░░░ ░░░░ ░░ ░░░░ ░░░ ░░░ ░░░ ░░░░ ░░ ░░░ ░░░░ ░░░ ░░░ ░░░░ ░░░ ░░ ░░░░ ░░░ ░░░ ░░░░ ░░ ░░░ ░░░ ░░░░ ░░░ ░░░ ░░░ ░░░░ ░░░ ░░ ░░░░ ░░░ ░░░ ░░░ ░░░ ░░░░ ░░░ ░░ ░░░ ░░░░ ░░░ ░░░ ░░░ ░░ ░░░ ░░░░ ░░░ ░░░ ░░░ ░░░ ░░░ ░░░ ░░░ ░░░ ░░░ ░░░ ░░░ ░░░ ░░░ ░░░ ░░░ ░░░ ░░░ ░░░ ░░░ ░░░ ░░░ ░░░ ░░░ ░░░ ░░░ ░░░ ░░░ ░░░ ░░░ ░░░ ░░░ ░░░ ░░░ ░░░ ░░░ ░░░ ░░░ ░░░ ░░░ ░░░ ░░░ ░░░ ░░░ ░░░ ░░░ ░░░ ░░░ ░░░ ░░░ ░░░ ░░░ ░░░ ░░░ (251, 429, 370, 557)
child-marriage-deck: EXORBITANT DOWRIES (261, 741, 361, 752)
saxon-mills-text: ░░░░ ░░░ ░░░░ ░░░ ░░░ ░░░░ ░░░ ░░░ ░░░░ ░░░ ░░░ ░░░░ ░░░ ░░░ ░░░░ ░░ ░░░ ░░░░ ░░░ ░░░░ ░░ ░░░░ ░░░ ░░░ ░░░ ░░░░ ░░ ░░░ ░░░░ ░░░ ░░░ ░░░░ ░░░ ░░ ░░░░ ░░░ ░░░ ░░░░ ░░ ░░░ ░░░ ░░░░ ░░░ ░░░ ░░░ ░░░░ ░░░ ░░ ░░░░ ░░░ ░░░ ░░░ ░░░ ░░░░ ░░░ ░░ ░░░ ░░░░ ░░░ ░░░ ░░░ ░░ ░░░ ░░░░ ░░░ ░░░ ░░░ ░░░ ░░░ ░░░ ░░░ ░░░ (126, 836, 245, 919)
martyrs-deck: DECISION OF CARDINALS (131, 501, 240, 512)
hopes-headline: HOPES SHATTERED (760, 37, 865, 49)
china-deck: CIVIL STRIFE GOES ON (643, 313, 742, 324)
donation-list-rest: ░░░░░ ░░░░░░ ░░░ ░ ░ ░░░░ ░░░░░ ░░░ ░ ░ ░░░░░░ ░░░░ ░ ░ ░░░░ ░░░░░░ ░ ░ ░░░░ ░░░░ ░░ ░ ░ ░░░ ░░░░░ ░ ░ ░░░ ░░░░ ░ ░ ░░░░ ░░░░ ░ ░ ░░ ░░░░░ ░ ░ ░░ ░░░░░░ ░ ░ ░░░ ░░░░ ░ ░ ░░ ░░░░░ ░ ░ ░░░ ░░░░░ ░ ░ ░░ ░░░░ ░ ░ ░░░ ░░░░ ░ ░ ░░ ░░░░░ ░ ░ ░░░ ░░░░░ ░ ░ ░░ ░░░░ ░ ░ ░░░ ░░░░░ ░ ░ ░░ ░░░░ ░ ░ ░░░ ░░░░░ ░ ░ ░░ ░░░░ ░ ░ ░░░ ░░░░ ░ ░ ░░ ░░░░░ ░ ░ ░░░ ░░░░ ░ ░ ░░ ░░░░░ ░ ░ ░░░ ░░░░ ░ ░ (988, 182, 1103, 280)
cleghorn-text: ░░░░ ░░░ ░░░░ ░░░ ░░░ ░░░░ ░░░ ░░░ ░░░░ ░░░ ░░░ ░░░░ ░░░ ░░░ ░░░░ ░░ ░░░ ░░░░ ░░░ ░░░░ ░░ ░░░░ ░░░ ░░░ ░░░ ░░░░ (872, 622, 981, 660)
dawson-headline: MR. JOHN DAWSON (885, 662, 968, 672)
masthead (8, 4, 1106, 30)
theatre-text: ░░░░ ░░░ ░░░░ ░░░ ░░░ ░░░░ ░░░ ░░░ ░░░░ ░░░ ░░░ ░░░░ ░░░ ░░░ ░░░░ ░░ ░░░ ░░░░ ░░░ ░░░░ ░░ ░░░░ ░░░ ░░░ ░░░ ░░░░ ░░ ░░░ ░░░░ ░░░ ░░░ ░░░░ ░░░ ░░ ░░░░ ░░░ ░░░ ░░░░ ░░ ░░░ ░░░ ░░░░ ░░░ ░░░ ░░░ ░░░░ ░░░ ░░ ░░░░ ░░░ ░░░ (126, 756, 245, 817)
unemployment-deck: CANBERRA DEPUTATION (258, 83, 364, 94)
hotel-heading: HOTEL REGISTER (27, 437, 104, 448)
main-text-1: ░░░░ ░░░ ░░░░ ░░░ ░░░ ░░░░ ░░░ ░░░ ░░░░ ░░░ ░░░ ░░░░ ░░░ ░░░ ░░░░ ░░ ░░░ ░░░░ ░░░ ░░░░ ░░ ░░░░ ░░░ ░░░ ░░░ ░░░░ ░░ ░░░ ░░░░ ░░░ ░░░ ░░░░ ░░░ ░░ ░░░░ ░░░ ░░░ ░░░░ ░░ ░░░ ░░░ ░░░░ ░░░ ░░░ ░░░ ░░░░ ░░░ ░░ ░░░░ ░░░ ░░░ ░░░ ░░░ ░░░░ ░░░ ░░ ░░░ ░░░░ ░░░ ░░░ ░░░ ░░ ░░░ ░░░░ ░░░ ░░░ ░░░ ░░░ ░░░ ░░░ ░░░ ░░░ ░░░ ░░░ ░░░ ░░░ ░░░ ░░░ ░░░ ░░░ ░░░ ░░░ ░░░ ░░░ ░░░ ░░░ ░░░ ░░░ ░░░ ░░░ ░░░ ░░░ ░░░ ░░░ ░░░ ░░░ ░░░ ░░░ ░░░ ░░░ ░░░ ░░░ ░░░ ░░░ ░░░ ░░░ ░░░ (376, 193, 498, 313)
russia-headline: RELATIONS WITH RUSSIA (392, 700, 482, 723)
newspaper-airplanes-headline: NEWSPAPER AIRPLANES (781, 738, 844, 761)
bandit-subhead: PASSENGERS LINED UP AND ROBBED (252, 587, 370, 607)
singapore-text: ░░░░ ░░░ ░░░░ ░░░ ░░░ ░░░░ ░░░ ░░░ ░░░░ ░░░ ░░░ ░░░░ ░░░ ░░░ ░░░░ ░░ ░░░ ░░░░ ░░░ ░░░░ ░░ ░░░░ ░░░ ░░░ ░░░ ░░░░ ░░ ░░░ ░░░░ ░░░ ░░░ ░░░░ ░░░ ░░ ░░░░ ░░░ ░░░ ░░░░ ░░ ░░░ ░░░ ░░░░ ░░░ ░░░ ░░░ ░░░░ ░░░ ░░ ░░░░ ░░░ ░░░ ░░░ ░░░ ░░░░ ░░░ ░░ ░░░ ░░░░ ░░░ ░░░ ░░░ ░░ ░░░ ░░░░ ░░░ ░░░ ░░░ ░░░ ░░░ ░░░ ░░░ ░░░ ░░░ ░░░ ░░░ ░░░ ░░░ ░░░ ░░░ ░░░ ░░░ ░░░ ░░░ ░░░ ░░░ ░░░ ░░░ ░░░ ░░░ ░░░ ░░░ ░░░ ░░░ ░░░ ░░░ ░░░ ░░░ ░░░ ░░░ ░░░ ░░░ ░░░ ░░░ ░░░ ░░░ ░░░ ░░░ ░░░ ░░░ ░░░ ░░░ ░░░ ░░░ ░░░ ░░░ ░░░ ░░░ ░░░ ░░░ ░░░ ░░░ ░░░ ░░░ ░░░ ░░░ ░░░ ░░░ ░░░ ░░░ ░░░ ░░░ (251, 232, 370, 375)
martyrs-subhead: BEATIFICATION CEREMONY ON DECEMBER 15 (127, 470, 244, 499)
kraal-headline: SEVEN SLAIN IN KRAAL (872, 37, 981, 60)
newspaper-page (8, 4, 1106, 1226)
chancellor-subhead: FIRMNESS AND TACT USED IN AUSTRIA (254, 395, 368, 415)
cane-text: ░░░░ ░░░ ░░░░ ░░░ ░░░ ░░░░ ░░░ ░░░ ░░░░ ░░░ ░░░ ░░░░ ░░░ ░░░ ░░░░ ░░ ░░░ (872, 737, 981, 760)
tides-title: HIGH TIDES TOMORROW (38, 112, 93, 133)
tragedy-headline: MUTE SIGNS OF TRAGEDY (397, 498, 477, 521)
dusseldorf-headline: DUSSELDORF SLAYER (893, 194, 961, 217)
byrd-headline: BYRD'S SLEDGING PARTY (773, 467, 852, 487)
donation-row: Mrs. E. C. Anderson 5 0 0 (988, 156, 1103, 164)
main-headline: War in Manchuria (429, 36, 701, 72)
main-sub-col-1 (374, 193, 502, 821)
newspaper-airplanes-subhead: PARCELS MAY BE DROPPED FROM ALOFT (762, 762, 863, 783)
boys-together-subhead: PRISONERS AND WARDERS IN AMERICA (636, 671, 750, 691)
main-story-block (374, 34, 757, 1224)
industrial-museum-subhead: HEALTH AND SAFETY FOR WORKERS (989, 314, 1102, 334)
main-subheadline: POWERS MAY INTERVENE (412, 75, 718, 97)
dunedin-text: ░░░░ ░░░ ░░░░ ░░░ ░░░ ░░░░ ░░░ ░░░ ░░░░ ░░░ ░░░ ░░░░ ░░░ ░░░ ░░░░ ░░ ░░░ ░░░░ ░░░ ░░░░ ░░ ░░░░ ░░░ ░░░ ░░░ ░░░░ ░░ ░░░ ░░░░ ░░░ (759, 694, 866, 732)
donation-row: Mr. and Mrs. W. Dibble 5 0 0 (988, 148, 1103, 156)
page-number: 9 (1094, 8, 1102, 23)
